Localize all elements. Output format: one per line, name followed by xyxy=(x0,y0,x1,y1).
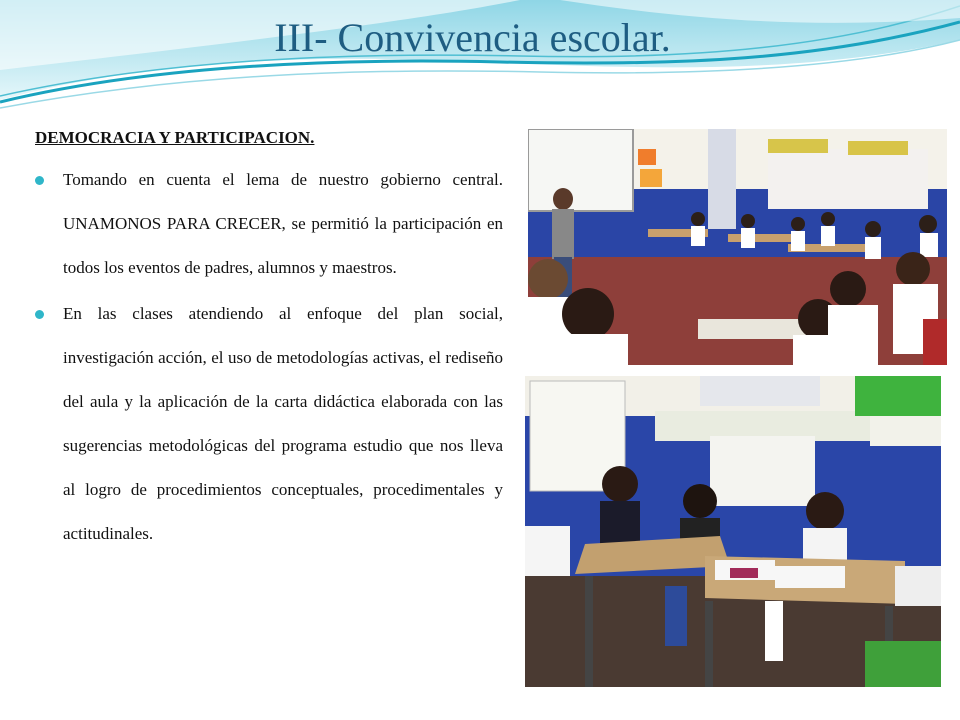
content-text xyxy=(35,128,503,556)
bullet-text: Tomando en cuenta el lema de nuestro gobierno central. UNAMONOS PARA CRECER, se permitió la participación en todos los eventos de padres, alumnos y maestros. xyxy=(63,170,503,277)
classroom-photo-1 xyxy=(528,129,947,365)
classroom-photo-2 xyxy=(525,376,941,687)
section-heading: DEMOCRACIA Y PARTICIPACION. xyxy=(35,128,315,147)
bullet-item xyxy=(35,158,503,290)
bullet-text: En las clases atendiendo al enfoque del plan social, investigación acción, el uso de metodologías activas, el rediseño del aula y la aplicación de la carta didáctica elaborada con las sugerencias metodológicas del programa estudio que nos lleva al logro de procedimientos conceptuales, procedimentales y actitudinales. xyxy=(63,304,503,543)
bullet-dot-icon xyxy=(35,176,44,185)
slide-title: III- Convivencia escolar. xyxy=(274,15,671,60)
bullet-dot-icon xyxy=(35,310,44,319)
bullet-item xyxy=(35,292,503,556)
